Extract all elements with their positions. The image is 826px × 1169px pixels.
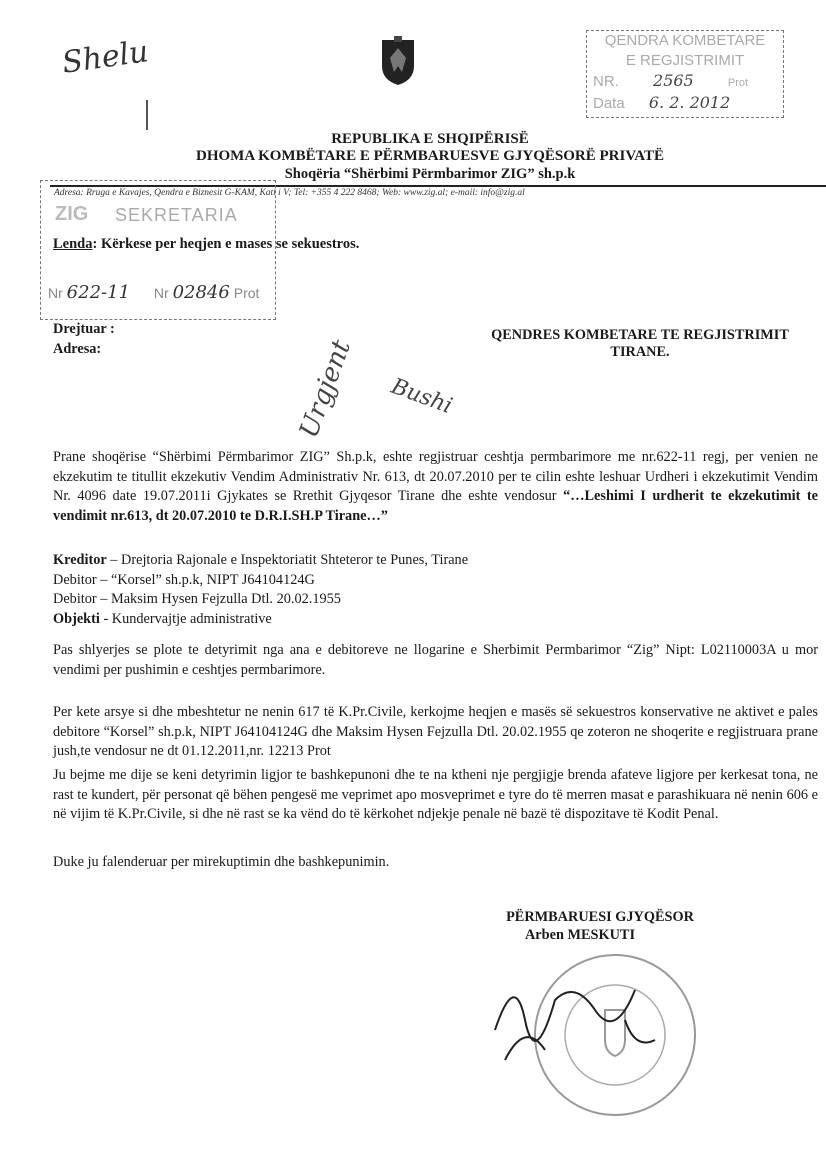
- signature-name: Arben MESKUTI: [524, 927, 636, 943]
- handwritten-nr: 02846: [172, 282, 230, 303]
- signature-scribble: [485, 960, 685, 1075]
- stamp-nr-label: NR.: [593, 73, 619, 90]
- parties-list: [53, 551, 818, 629]
- recipient-city: TIRANE.: [610, 344, 670, 360]
- subject-text: : Kërkese per heqjen e mases se sekuestros.: [92, 236, 360, 252]
- stamp-date-label: Data: [593, 95, 625, 112]
- paragraph-request: Per kete arsye si dhe mbeshtetur ne nenin 617 të K.Pr.Civile, kerkojme heqjen e masës së sekuestros konservative ne aktivet e pales debitore “Korsel” sh.p.k, NIPT J64104124G dhe Maksim Hysen Fejzulla Dtl. 20.02.1955 qe zoteron ne shoqerite e regjistruara prane jush,te vendosur ne dt 01.12.2011,nr. 12213 Prot: [53, 704, 818, 759]
- party-text: – Drejtoria Rajonale e Inspektoriatit Shteteror te Punes, Tirane: [106, 552, 469, 568]
- header-address: Adresa: Rruga e Kavajes, Qendra e Biznesit G-KAM, Kati i V; Tel: +355 4 222 8468; Web: www.zig.al; e-mail: info@zig.al: [54, 188, 525, 198]
- party-label: Debitor: [53, 591, 97, 607]
- party-text: - Kundervajtje administrative: [99, 610, 272, 627]
- party-row: [53, 551, 818, 571]
- handwritten-annotation: Urgjent: [294, 336, 358, 442]
- header-company: Shoqëria “Shërbimi Përmbarimor ZIG” sh.p.k: [284, 166, 576, 182]
- pen-mark: [146, 100, 148, 130]
- registration-stamp: [586, 30, 784, 118]
- drejtuar-label: Drejtuar :: [53, 321, 115, 337]
- adresa-label: Adresa:: [53, 341, 102, 357]
- stamp-nr-row: [48, 282, 259, 303]
- party-row: [53, 610, 818, 630]
- paragraph-bold: “…Leshimi I urdherit te ekzekutimit te vendimit nr.613, dt 20.07.2010 te D.R.I.SH.P Tirane…”: [53, 488, 818, 524]
- party-row: [53, 571, 818, 591]
- party-label: Kreditor: [53, 552, 107, 568]
- subject-label: Lenda: [53, 236, 93, 252]
- handwritten-note: Shelu: [59, 34, 151, 81]
- paragraph-obligation: Ju bejme me dije se keni detyrimin ligjor te bashkepunoni dhe te na ktheni nje pergjigje brenda afateve ligjore per kerkesat tona, ne rast te kundert, për personat që bëhen pengesë me veprimet apo mosveprimet e tyre do të merren masat e parashikuara në nenin 606 e në vijim të K.Pr.Civile, si dhe në rast se ka vënd do të kërkohet ndjekje penale në bazë të dispozitave të Kodit Penal.: [53, 767, 818, 822]
- secretariat-label: SEKRETARIA: [115, 205, 238, 225]
- party-label: Objekti: [53, 610, 100, 627]
- nr-label: Nr: [48, 285, 63, 301]
- header-republic: REPUBLIKA E SHQIPËRISË: [331, 131, 529, 147]
- paragraph-case: [53, 448, 818, 526]
- stamp-date-value: 6. 2. 2012: [648, 93, 731, 112]
- nr-label: Nr: [153, 285, 169, 301]
- party-label: Debitor: [53, 571, 97, 588]
- stamp-nr-value: 2565: [653, 71, 694, 90]
- signature-title: PËRMBARUESI GJYQËSOR: [506, 909, 694, 925]
- handwritten-annotation: Bushi: [387, 374, 456, 420]
- zig-logo: ZIG: [55, 203, 89, 225]
- party-text: – “Korsel” sh.p.k, NIPT J64104124G: [96, 571, 315, 588]
- prot-label: Prot: [233, 285, 260, 301]
- recipient-name: QENDRES KOMBETARE TE REGJISTRIMIT: [491, 327, 789, 343]
- header-chamber: DHOMA KOMBËTARE E PËRMBARUESVE GJYQËSORË PRIVATË: [196, 148, 664, 164]
- party-row: [53, 590, 818, 610]
- party-text: – Maksim Hysen Fejzulla Dtl. 20.02.1955: [96, 591, 341, 607]
- stamp-line: QENDRA KOMBETARE: [604, 32, 766, 49]
- coat-of-arms-emblem: [380, 36, 416, 86]
- stamp-line: E REGJISTRIMIT: [625, 52, 745, 69]
- paragraph-thanks: Duke ju falenderuar per mirekuptimin dhe bashkepunimin.: [53, 854, 390, 870]
- handwritten-nr: 622-11: [66, 282, 131, 303]
- stamp-prot: Prot: [727, 77, 749, 89]
- subject-line: [53, 236, 359, 253]
- paragraph-payment: Pas shlyerjes se plote te detyrimit nga ana e debitoreve ne llogarine e Sherbimit Permbarimor “Zig” Nipt: L02110003A u mor vendimi per pushimin e ceshtjes permbarimore.: [53, 642, 818, 678]
- paragraph-text: Prane shoqërise “Shërbimi Përmbarimor ZIG” Sh.p.k, eshte regjistruar ceshtja permbarimore me nr.622-11 regj, per venien ne ekzekutim te titullit ekzekutiv Vendim Administrativ Nr. 613, dt 20.07.2010 per te cilin eshte leshuar Urdheri i ekzekutimit Vendim Nr. 4096 date 19.07.2011i Gjykates se Rrethit Gjyqesor Tirane dhe eshte vendosur: [53, 449, 818, 504]
